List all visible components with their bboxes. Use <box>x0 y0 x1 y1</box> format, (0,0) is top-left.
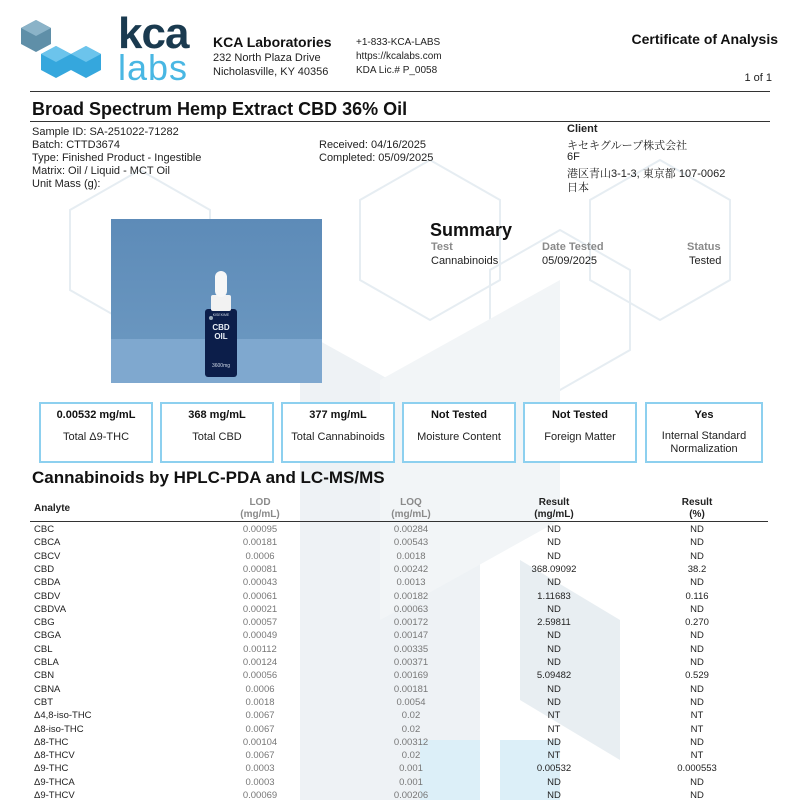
table-row <box>0 537 800 550</box>
cell-analyte: CBT <box>34 696 53 708</box>
sample-id: Sample ID: SA-251022-71282 <box>32 126 179 138</box>
cell-result: 5.09482 <box>536 670 572 682</box>
summary-status: Tested <box>689 255 722 267</box>
product-type: Type: Finished Product - Ingestible <box>32 152 202 164</box>
bottle-brand: KISEKIME <box>212 313 230 317</box>
cell-lod: 0.00057 <box>242 617 278 629</box>
cell-analyte: Δ8-THC <box>34 736 69 748</box>
cell-lod: 0.00069 <box>242 790 278 801</box>
cell-lod: 0.0018 <box>245 696 275 708</box>
header-lod <box>220 497 300 521</box>
cell-lod: 0.0003 <box>245 763 275 775</box>
cell-loq: 0.00181 <box>393 683 429 695</box>
cell-result: ND <box>547 577 561 589</box>
title-divider <box>30 121 770 122</box>
table-row <box>0 670 800 683</box>
card-total-cannabinoids <box>281 402 395 463</box>
cell-lod: 0.00021 <box>242 603 278 615</box>
cell-pct: ND <box>690 537 704 549</box>
cell-lod: 0.00124 <box>242 657 278 668</box>
cell-pct: ND <box>690 577 704 589</box>
cell-pct: NT <box>690 750 704 762</box>
product-photo <box>111 219 322 383</box>
kca-cube-logo-icon <box>20 18 106 84</box>
cell-lod: 0.0067 <box>245 723 275 735</box>
cell-loq: 0.02 <box>401 723 421 735</box>
cell-result: ND <box>547 790 561 801</box>
card-moisture-content <box>402 402 516 463</box>
card-value: 0.00532 mg/mL <box>56 409 136 421</box>
bottle-label-line1: CBD <box>212 323 230 332</box>
cell-analyte: CBDVA <box>34 603 67 615</box>
header-pct-line2: (%) <box>689 509 705 520</box>
client-address: 港区青山3-1-3, 東京都 107-0062 <box>567 168 726 180</box>
cell-result: 368.09092 <box>531 563 577 575</box>
cell-result: 0.00532 <box>536 763 572 775</box>
header-result-line2: (mg/mL) <box>534 509 574 520</box>
cell-analyte: Δ9-THCA <box>34 776 75 788</box>
summary-header-status: Status <box>687 241 721 253</box>
table-title: Cannabinoids by HPLC-PDA and LC-MS/MS <box>32 468 385 487</box>
cell-analyte: CBGA <box>34 630 61 642</box>
cell-analyte: CBN <box>34 670 55 682</box>
cell-analyte: Δ9-THC <box>34 763 69 775</box>
cell-analyte: Δ9-THCV <box>34 790 75 801</box>
table-row <box>0 684 800 697</box>
cell-lod: 0.00061 <box>242 590 278 602</box>
cell-result: 1.11683 <box>537 590 571 602</box>
card-value: Not Tested <box>551 409 609 421</box>
cell-loq: 0.00371 <box>393 657 429 668</box>
cell-result: ND <box>547 537 561 549</box>
lab-address-line1: 232 North Plaza Drive <box>213 52 321 64</box>
card-label: Internal Standard Normalization <box>661 430 747 455</box>
table-row <box>0 617 800 630</box>
cell-pct: ND <box>690 790 704 801</box>
completed-date: Completed: 05/09/2025 <box>319 152 434 164</box>
cell-lod: 0.0003 <box>245 776 275 788</box>
table-row <box>0 551 800 564</box>
cell-pct: ND <box>690 630 704 642</box>
logo-wordmark-kca: kca <box>118 9 189 58</box>
header-analyte: Analyte <box>34 503 71 514</box>
cell-result: ND <box>547 683 561 695</box>
table-row <box>0 750 800 763</box>
header-loq-line1: LOQ <box>400 497 422 508</box>
cell-analyte: CBDV <box>34 590 61 602</box>
table-row <box>0 724 800 737</box>
page-number: 1 of 1 <box>744 72 772 84</box>
header-result <box>514 497 594 521</box>
card-label: Moisture Content <box>417 431 501 443</box>
cell-analyte: Δ8-THCV <box>34 750 75 762</box>
table-row <box>0 591 800 604</box>
cell-loq: 0.00063 <box>393 603 429 615</box>
cell-result: ND <box>547 736 561 748</box>
cell-pct: 38.2 <box>687 563 707 575</box>
card-total-d9-thc <box>39 402 153 463</box>
lab-website: https://kcalabs.com <box>356 51 442 62</box>
header-divider <box>30 91 770 92</box>
cell-pct: ND <box>690 657 704 668</box>
cell-analyte: Δ4,8-iso-THC <box>34 710 92 722</box>
cell-result: NT <box>547 723 561 735</box>
cell-loq: 0.00284 <box>393 524 429 535</box>
cell-loq: 0.02 <box>401 750 421 762</box>
cell-loq: 0.00312 <box>393 736 429 748</box>
table-row <box>0 710 800 723</box>
cell-analyte: CBLA <box>34 657 59 668</box>
document-title: Certificate of Analysis <box>631 31 778 47</box>
cell-lod: 0.00056 <box>242 670 278 682</box>
cell-lod: 0.00112 <box>243 643 277 655</box>
table-row <box>0 564 800 577</box>
card-internal-standard <box>645 402 763 463</box>
cell-pct: 0.529 <box>685 670 709 682</box>
cell-loq: 0.00335 <box>393 643 429 655</box>
cell-loq: 0.0054 <box>396 696 426 708</box>
cell-loq: 0.00182 <box>393 590 429 602</box>
cell-pct: ND <box>690 643 704 655</box>
lab-name: KCA Laboratories <box>213 34 332 50</box>
header-loq-line2: (mg/mL) <box>391 509 431 520</box>
cell-result: ND <box>547 776 561 788</box>
cell-loq: 0.00206 <box>393 790 429 801</box>
cell-lod: 0.0067 <box>245 750 275 762</box>
table-row <box>0 737 800 750</box>
card-total-cbd <box>160 402 274 463</box>
cell-analyte: CBDA <box>34 577 61 589</box>
cell-result: ND <box>547 630 561 642</box>
cell-pct: ND <box>690 776 704 788</box>
unit-mass: Unit Mass (g): <box>32 178 101 190</box>
summary-header-date: Date Tested <box>542 241 604 253</box>
cell-lod: 0.00049 <box>242 630 278 642</box>
card-label: Total CBD <box>192 431 242 443</box>
table-row <box>0 644 800 657</box>
card-value: 368 mg/mL <box>188 409 246 421</box>
card-value: Not Tested <box>430 409 488 421</box>
cell-pct: ND <box>690 550 704 562</box>
cell-loq: 0.0013 <box>396 577 426 589</box>
cell-loq: 0.00169 <box>393 670 429 682</box>
cell-lod: 0.0067 <box>245 710 275 722</box>
cell-pct: NT <box>690 710 704 722</box>
cell-pct: ND <box>690 696 704 708</box>
cell-loq: 0.00242 <box>393 563 429 575</box>
table-row <box>0 697 800 710</box>
table-row <box>0 604 800 617</box>
client-country: 日本 <box>567 182 589 194</box>
card-foreign-matter <box>523 402 637 463</box>
cell-result: NT <box>547 750 561 762</box>
cell-pct: 0.116 <box>685 590 709 602</box>
cell-result: NT <box>547 710 561 722</box>
cell-analyte: CBCA <box>34 537 61 549</box>
cell-analyte: CBC <box>34 524 55 535</box>
cell-pct: 0.270 <box>685 617 709 629</box>
cell-result: ND <box>547 696 561 708</box>
header-loq <box>371 497 451 521</box>
table-row <box>0 630 800 643</box>
cell-loq: 0.02 <box>401 710 421 722</box>
cell-pct: ND <box>690 736 704 748</box>
cell-pct: NT <box>690 723 704 735</box>
client-floor: 6F <box>567 151 580 163</box>
cell-result: 2.59811 <box>537 617 571 629</box>
card-label: Total Δ9-THC <box>62 431 130 443</box>
matrix: Matrix: Oil / Liquid - MCT Oil <box>32 165 170 177</box>
cell-result: ND <box>547 550 561 562</box>
logo-wordmark-labs: labs <box>118 47 189 88</box>
header-lod-line2: (mg/mL) <box>240 509 280 520</box>
cell-lod: 0.00181 <box>242 537 278 549</box>
cell-result: ND <box>547 643 561 655</box>
cell-lod: 0.0006 <box>245 550 275 562</box>
bottle-label-line2: OIL <box>214 332 228 341</box>
header-result-pct <box>657 497 737 521</box>
cell-loq: 0.00147 <box>393 630 429 642</box>
header-result-line1: Result <box>538 497 570 508</box>
table-header-divider <box>30 521 768 522</box>
product-title: Broad Spectrum Hemp Extract CBD 36% Oil <box>32 99 408 119</box>
received-date: Received: 04/16/2025 <box>319 139 427 151</box>
cell-loq: 0.00543 <box>393 537 429 549</box>
summary-header-test: Test <box>431 241 453 253</box>
cell-analyte: CBD <box>34 563 55 575</box>
table-row <box>0 524 800 537</box>
cell-analyte: CBG <box>34 617 55 629</box>
cell-pct: 0.000553 <box>677 763 717 775</box>
summary-date: 05/09/2025 <box>542 255 598 267</box>
cell-result: ND <box>547 603 561 615</box>
cell-lod: 0.0006 <box>245 683 275 695</box>
batch: Batch: CTTD3674 <box>32 139 121 151</box>
cbd-bottle-icon <box>111 219 322 383</box>
card-label: Foreign Matter <box>544 431 616 443</box>
lab-address-line2: Nicholasville, KY 40356 <box>213 66 329 78</box>
summary-title: Summary <box>430 220 513 240</box>
card-value: 377 mg/mL <box>309 409 367 421</box>
cell-loq: 0.0018 <box>396 550 426 562</box>
table-row <box>0 777 800 790</box>
cell-analyte: CBL <box>34 643 53 655</box>
client-name: キセキグループ株式会社 <box>567 140 688 152</box>
card-value: Yes <box>694 409 714 421</box>
cell-analyte: CBNA <box>34 683 61 695</box>
cell-loq: 0.00172 <box>393 617 429 629</box>
cell-analyte: CBCV <box>34 550 61 562</box>
table-row <box>0 790 800 803</box>
cell-lod: 0.00081 <box>242 563 278 575</box>
bottle-amount: 3600mg <box>211 363 231 369</box>
cell-loq: 0.001 <box>399 776 423 788</box>
lab-phone: +1-833-KCA-LABS <box>356 37 441 48</box>
header-pct-line1: Result <box>681 497 713 508</box>
cell-result: ND <box>547 524 561 535</box>
lab-license: KDA Lic.# P_0058 <box>356 65 438 76</box>
card-label: Total Cannabinoids <box>291 431 385 443</box>
cell-loq: 0.001 <box>399 763 423 775</box>
cell-analyte: Δ8-iso-THC <box>34 723 84 735</box>
table-row <box>0 577 800 590</box>
cell-pct: ND <box>690 524 704 535</box>
table-row <box>0 657 800 670</box>
header-lod-line1: LOD <box>249 497 271 508</box>
cell-lod: 0.00095 <box>242 524 278 535</box>
summary-test: Cannabinoids <box>431 255 499 267</box>
table-row <box>0 763 800 776</box>
cell-result: ND <box>547 657 561 668</box>
cell-lod: 0.00043 <box>242 577 278 589</box>
cell-pct: ND <box>690 683 704 695</box>
cell-pct: ND <box>690 603 704 615</box>
client-label: Client <box>567 123 598 135</box>
cell-lod: 0.00104 <box>242 736 278 748</box>
